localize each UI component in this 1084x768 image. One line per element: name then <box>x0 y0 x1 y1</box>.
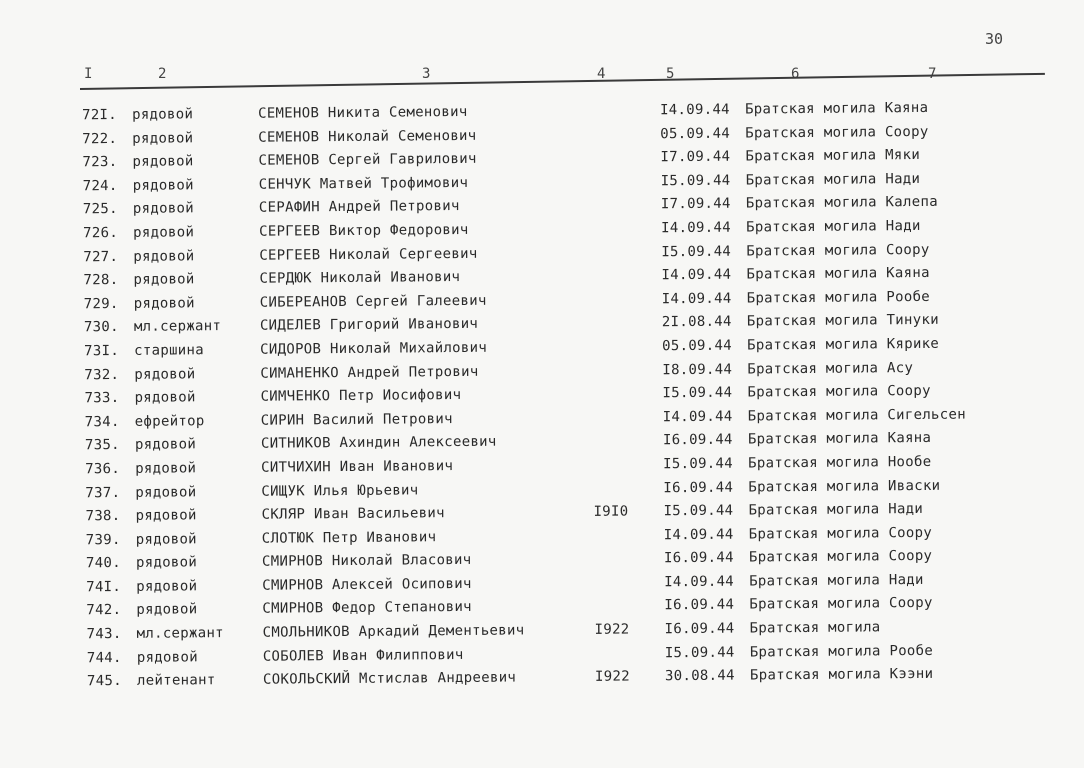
name-cell: СИЩУК Илья Юрьевич <box>261 481 419 500</box>
name-cell: СЕМЕНОВ Сергей Гаврилович <box>258 151 477 169</box>
date-cell: 30.08.44 <box>664 667 735 685</box>
entry-number: 722. <box>82 130 118 147</box>
date-cell: I7.09.44 <box>660 148 731 166</box>
burial-place-cell: Братская могила Нади <box>745 170 921 189</box>
name-cell: СМИРНОВ Федор Степанович <box>262 599 472 618</box>
date-cell: I5.09.44 <box>662 384 733 402</box>
page-number: 30 <box>985 30 1004 48</box>
entry-number: 736. <box>85 460 121 478</box>
date-cell: I8.09.44 <box>662 361 733 378</box>
rank-cell: рядовой <box>132 200 195 218</box>
column-header-7: 7 <box>928 66 937 82</box>
burial-place-cell: Братская могила Сигельсен <box>747 406 966 425</box>
burial-place-cell: Братская могила Каяна <box>746 265 930 283</box>
rank-cell: рядовой <box>135 530 197 548</box>
name-cell: СМИРНОВ Алексей Осипович <box>262 575 472 594</box>
burial-place-cell: Братская могила Асу <box>747 359 914 378</box>
name-cell: СЕРГЕЕВ Виктор Федорович <box>259 221 469 240</box>
rank-cell: мл.сержант <box>136 625 224 642</box>
name-cell: СЛОТЮК Петр Иванович <box>261 528 437 547</box>
burial-place-cell: Братская могила Соору <box>745 123 929 142</box>
entry-number: 744. <box>86 649 122 666</box>
rank-cell: рядовой <box>133 224 195 241</box>
entry-number: 726. <box>83 224 119 242</box>
date-cell: 05.09.44 <box>660 125 731 142</box>
name-cell: СМОЛЬНИКОВ Аркадий Дементьевич <box>262 622 525 641</box>
date-cell: I6.09.44 <box>663 549 734 567</box>
date-cell: I6.09.44 <box>662 431 733 449</box>
rank-cell: ефрейтор <box>134 412 205 430</box>
rank-cell: рядовой <box>132 129 194 147</box>
entry-number: 738. <box>85 508 121 525</box>
birth-year-cell: I9I0 <box>593 503 629 520</box>
burial-place-cell: Братская могила Тинуки <box>746 312 940 330</box>
entry-number: 734. <box>84 413 120 430</box>
name-cell: СОКОЛЬСКИЙ Мстислав Андреевич <box>262 669 517 688</box>
date-cell: 2I.08.44 <box>661 313 732 331</box>
burial-place-cell: Братская могила Соору <box>748 548 933 566</box>
rank-cell: рядовой <box>134 389 196 406</box>
name-cell: СЕРАФИН Андрей Петрович <box>258 198 460 217</box>
rank-cell: рядовой <box>132 177 194 194</box>
column-header-6: 6 <box>791 66 800 82</box>
date-cell: I4.09.44 <box>662 408 733 425</box>
name-cell: СИТЧИХИН Иван Иванович <box>261 457 454 476</box>
date-cell: I4.09.44 <box>663 526 734 543</box>
date-cell: I5.09.44 <box>660 172 731 190</box>
name-cell: СЕРДЮК Николай Иванович <box>259 269 461 287</box>
rank-cell: рядовой <box>136 601 198 619</box>
name-cell: СИМЧЕНКО Петр Иосифович <box>260 387 462 405</box>
birth-year-cell: I922 <box>594 621 630 638</box>
column-header-row <box>0 66 1084 88</box>
column-header-5: 5 <box>666 66 675 82</box>
entry-number: 740. <box>85 555 121 572</box>
date-cell: I6.09.44 <box>664 597 735 614</box>
date-cell: I5.09.44 <box>661 243 732 260</box>
rank-cell: рядовой <box>132 153 194 171</box>
entry-number: 72I. <box>81 106 118 124</box>
rank-cell: рядовой <box>136 648 198 666</box>
rank-cell: старшина <box>134 342 205 359</box>
name-cell: СЕРГЕЕВ Николай Сергеевич <box>259 245 478 264</box>
date-cell: I6.09.44 <box>664 620 735 638</box>
burial-place-cell: Братская могила Кярике <box>747 335 940 354</box>
burial-place-cell: Братская могила Каяна <box>747 430 932 448</box>
entry-number: 733. <box>84 390 120 407</box>
date-cell: I4.09.44 <box>664 573 735 591</box>
burial-place-cell: Братская могила Рообе <box>749 642 934 661</box>
date-cell: I4.09.44 <box>661 219 731 237</box>
burial-place-cell: Братская могила Мяки <box>745 147 921 165</box>
name-cell: СИРИН Василий Петрович <box>260 410 453 429</box>
name-cell: СКЛЯР Иван Васильевич <box>261 505 445 523</box>
rank-cell: рядовой <box>133 271 195 288</box>
entry-number: 728. <box>83 272 119 289</box>
name-cell: СЕМЕНОВ Никита Семенович <box>257 103 468 122</box>
entry-number: 727. <box>83 248 119 265</box>
name-cell: СЕНЧУК Матвей Трофимович <box>258 174 469 193</box>
entry-number: 729. <box>83 295 119 313</box>
name-cell: СЕМЕНОВ Николай Семенович <box>258 127 477 146</box>
entry-number: 723. <box>82 154 118 171</box>
date-cell: I5.09.44 <box>664 644 735 661</box>
entry-number: 745. <box>86 673 122 690</box>
column-header-3: 3 <box>422 66 431 82</box>
rank-cell: рядовой <box>133 295 195 312</box>
column-header-4: 4 <box>597 66 606 82</box>
rank-cell: рядовой <box>134 436 197 454</box>
entry-number: 74I. <box>86 578 122 596</box>
rank-cell: рядовой <box>135 460 197 477</box>
rank-cell: рядовой <box>134 365 196 383</box>
rank-cell: рядовой <box>133 247 195 265</box>
burial-place-cell: Братская могила Калепа <box>745 194 938 212</box>
burial-place-cell: Братская могила Нади <box>748 501 924 519</box>
burial-place-cell: Братская могила Нади <box>746 217 921 236</box>
rank-cell: мл.сержант <box>133 318 222 336</box>
burial-place-cell: Братская могила Соору <box>747 383 931 401</box>
rank-cell: рядовой <box>131 106 194 123</box>
rank-cell: рядовой <box>135 507 197 524</box>
burial-place-cell: Братская могила Нообе <box>748 453 932 472</box>
entry-number: 735. <box>84 437 120 454</box>
casualty-list <box>0 99 1084 698</box>
entry-number: 724. <box>82 177 118 195</box>
rank-cell: рядовой <box>136 578 198 595</box>
date-cell: I4.09.44 <box>661 266 732 284</box>
name-cell: СИДЕЛЕВ Григорий Иванович <box>259 316 479 335</box>
date-cell: 05.09.44 <box>662 337 733 355</box>
burial-place-cell: Братская могила Иваски <box>748 477 941 495</box>
date-cell: I6.09.44 <box>663 479 734 496</box>
burial-place-cell: Братская могила Соору <box>748 524 933 543</box>
rank-cell: рядовой <box>135 554 198 572</box>
entry-number: 742. <box>86 602 122 619</box>
burial-place-cell: Братская могила Соору <box>746 241 930 260</box>
entry-number: 732. <box>84 366 120 383</box>
entry-number: 73I. <box>84 342 120 360</box>
name-cell: СИМАНЕНКО Андрей Петрович <box>260 363 479 382</box>
column-header-2: 2 <box>158 66 167 82</box>
name-cell: СИТНИКОВ Ахиндин Алексеевич <box>260 433 497 453</box>
name-cell: СИБЕРЕАНОВ Сергей Галеевич <box>259 292 487 311</box>
entry-number: 737. <box>85 484 121 501</box>
date-cell: I4.09.44 <box>661 290 732 307</box>
date-cell: I7.09.44 <box>660 196 731 213</box>
name-cell: СМИРНОВ Николай Власович <box>261 552 472 571</box>
entry-number: 739. <box>85 531 121 548</box>
birth-year-cell: I922 <box>594 668 630 686</box>
entry-number: 730. <box>83 319 119 336</box>
name-cell: СИДОРОВ Николай Михайлович <box>260 339 488 358</box>
column-header-1: I <box>84 66 93 82</box>
entry-number: 725. <box>82 201 118 218</box>
date-cell: I5.09.44 <box>663 455 734 473</box>
name-cell: СОБОЛЕВ Иван Филиппович <box>262 646 464 665</box>
burial-place-cell: Братская могила <box>749 619 881 637</box>
burial-place-cell: Братская могила Каяна <box>744 99 929 118</box>
rank-cell: рядовой <box>135 483 197 501</box>
date-cell: I5.09.44 <box>663 502 734 520</box>
entry-number: 743. <box>86 626 122 643</box>
burial-place-cell: Братская могила Нади <box>749 571 924 590</box>
burial-place-cell: Братская могила Соору <box>749 595 933 613</box>
date-cell: I4.09.44 <box>659 101 730 119</box>
burial-place-cell: Братская могила Кээни <box>749 666 934 684</box>
burial-place-cell: Братская могила Рообе <box>746 288 931 307</box>
rank-cell: лейтенант <box>136 672 216 690</box>
